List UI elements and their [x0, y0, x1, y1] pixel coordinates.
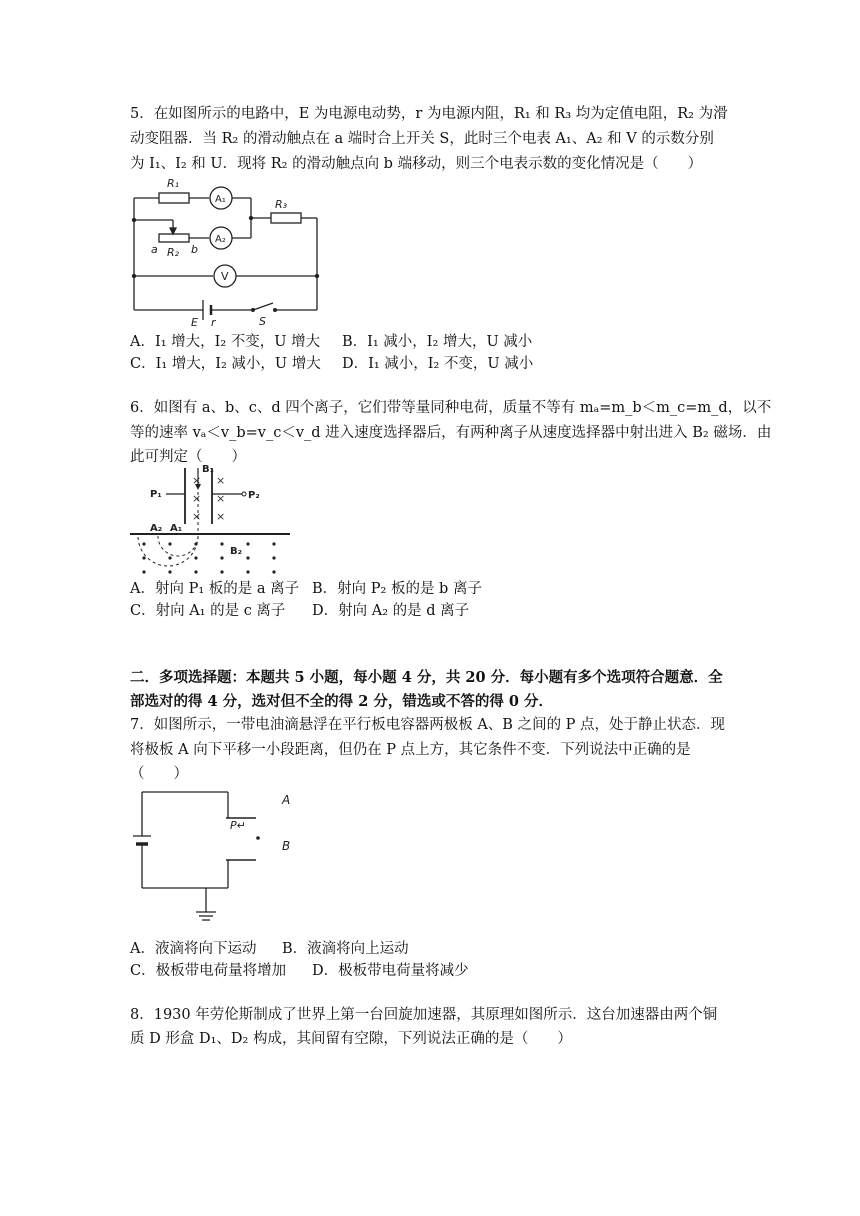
q7-label-a: A	[282, 793, 291, 807]
q5-label-r1: R₁	[167, 177, 180, 190]
q5-label-a1: A₁	[215, 194, 226, 205]
q7-option-c: C．极板带电荷量将增加	[130, 963, 287, 979]
q7-option-b: B．液滴将向上运动	[282, 941, 409, 957]
q8-line-2: 质 D 形盒 D₁、D₂ 构成，其间留有空隙，下列说法正确的是（ ）	[130, 1031, 572, 1047]
q5-label-a: a	[151, 243, 158, 256]
q5-line-2: 动变阻器．当 R₂ 的滑动触点在 a 端时合上开关 S，此时三个电表 A₁、A₂ 和 V 的示数分别	[130, 131, 714, 147]
q5-label-r: r	[211, 316, 216, 329]
q5-option-a: A．I₁ 增大，I₂ 不变，U 增大	[130, 334, 321, 350]
q6-label-b1: B₁	[202, 464, 215, 475]
q6-option-a: A．射向 P₁ 板的是 a 离子	[130, 581, 300, 597]
q5-option-d: D．I₁ 减小，I₂ 不变，U 减小	[342, 356, 534, 372]
section-2-heading-line-1: 二．多项选择题：本题共 5 小题，每小题 4 分，共 20 分．每小题有多个选项符合题意．全	[130, 669, 723, 686]
q5-label-r3: R₃	[275, 198, 288, 211]
q6-option-d: D．射向 A₂ 的是 d 离子	[312, 603, 470, 619]
svg-text:×: ×	[192, 510, 202, 523]
q5-option-b: B．I₁ 减小，I₂ 增大，U 减小	[342, 334, 533, 350]
q7-line-2: 将极板 A 向下平移一小段距离，但仍在 P 点上方，其它条件不变．下列说法中正确的是	[130, 742, 691, 758]
q6-label-p1: P₁	[150, 489, 162, 500]
svg-text:×: ×	[216, 474, 226, 487]
q5-line-3: 为 I₁、I₂ 和 U．现将 R₂ 的滑动触点向 b 端移动，则三个电表示数的变化情况是（ ）	[130, 156, 703, 172]
q6-label-p2: P₂	[248, 490, 260, 501]
q6-line-1: 6．如图有 a、b、c、d 四个离子，它们带等量同种电荷，质量不等有 mₐ=m_b＜m_c=m_d，以不	[130, 400, 772, 416]
q7-label-p: P↵	[230, 819, 246, 832]
q7-option-d: D．极板带电荷量将减少	[312, 963, 469, 979]
q7-line-1: 7．如图所示，一带电油滴悬浮在平行板电容器两极板 A、B 之间的 P 点，处于静止状态．现	[130, 717, 726, 733]
svg-text:×: ×	[192, 492, 202, 505]
svg-text:×: ×	[216, 492, 226, 505]
q5-option-c: C．I₁ 增大，I₂ 减小，U 增大	[130, 356, 321, 372]
q6-option-c: C．射向 A₁ 的是 c 离子	[130, 603, 286, 619]
q6-option-b: B．射向 P₂ 板的是 b 离子	[312, 581, 482, 597]
q6-line-2: 等的速率 vₐ＜v_b=v_c＜v_d 进入速度选择器后，有两种离子从速度选择器中射出进入 B₂ 磁场．由	[130, 425, 772, 441]
svg-text:×: ×	[216, 510, 226, 523]
q5-circuit-diagram	[125, 172, 325, 332]
q7-option-a: A．液滴将向下运动	[130, 941, 257, 957]
section-2-heading-line-2: 部选对的得 4 分，选对但不全的得 2 分，错选或不答的得 0 分．	[130, 693, 554, 710]
q7-capacitor-diagram	[130, 786, 310, 926]
q6-velocity-selector-diagram	[130, 462, 290, 580]
q6-label-b2: B₂	[230, 546, 243, 557]
q6-label-a2: A₂	[150, 523, 163, 534]
q8-line-1: 8．1930 年劳伦斯制成了世界上第一台回旋加速器，其原理如图所示．这台加速器由两个铜	[130, 1007, 718, 1023]
q6-label-a1: A₁	[170, 523, 183, 534]
q5-label-s: S	[259, 315, 266, 328]
q5-label-a2: A₂	[215, 234, 226, 245]
q6-line-3: 此可判定（ ）	[130, 449, 246, 465]
q5-label-b: b	[191, 243, 198, 256]
q5-line-1: 5．在如图所示的电路中，E 为电源电动势，r 为电源内阻，R₁ 和 R₃ 均为定值电阻，R₂ 为滑	[130, 106, 728, 122]
q7-label-b: B	[282, 839, 291, 853]
q7-line-3: （ ）	[130, 766, 188, 782]
q5-label-r2: R₂	[167, 246, 180, 259]
q5-label-e: E	[191, 316, 198, 329]
svg-text:×: ×	[192, 474, 202, 487]
q5-label-v: V	[221, 270, 229, 283]
